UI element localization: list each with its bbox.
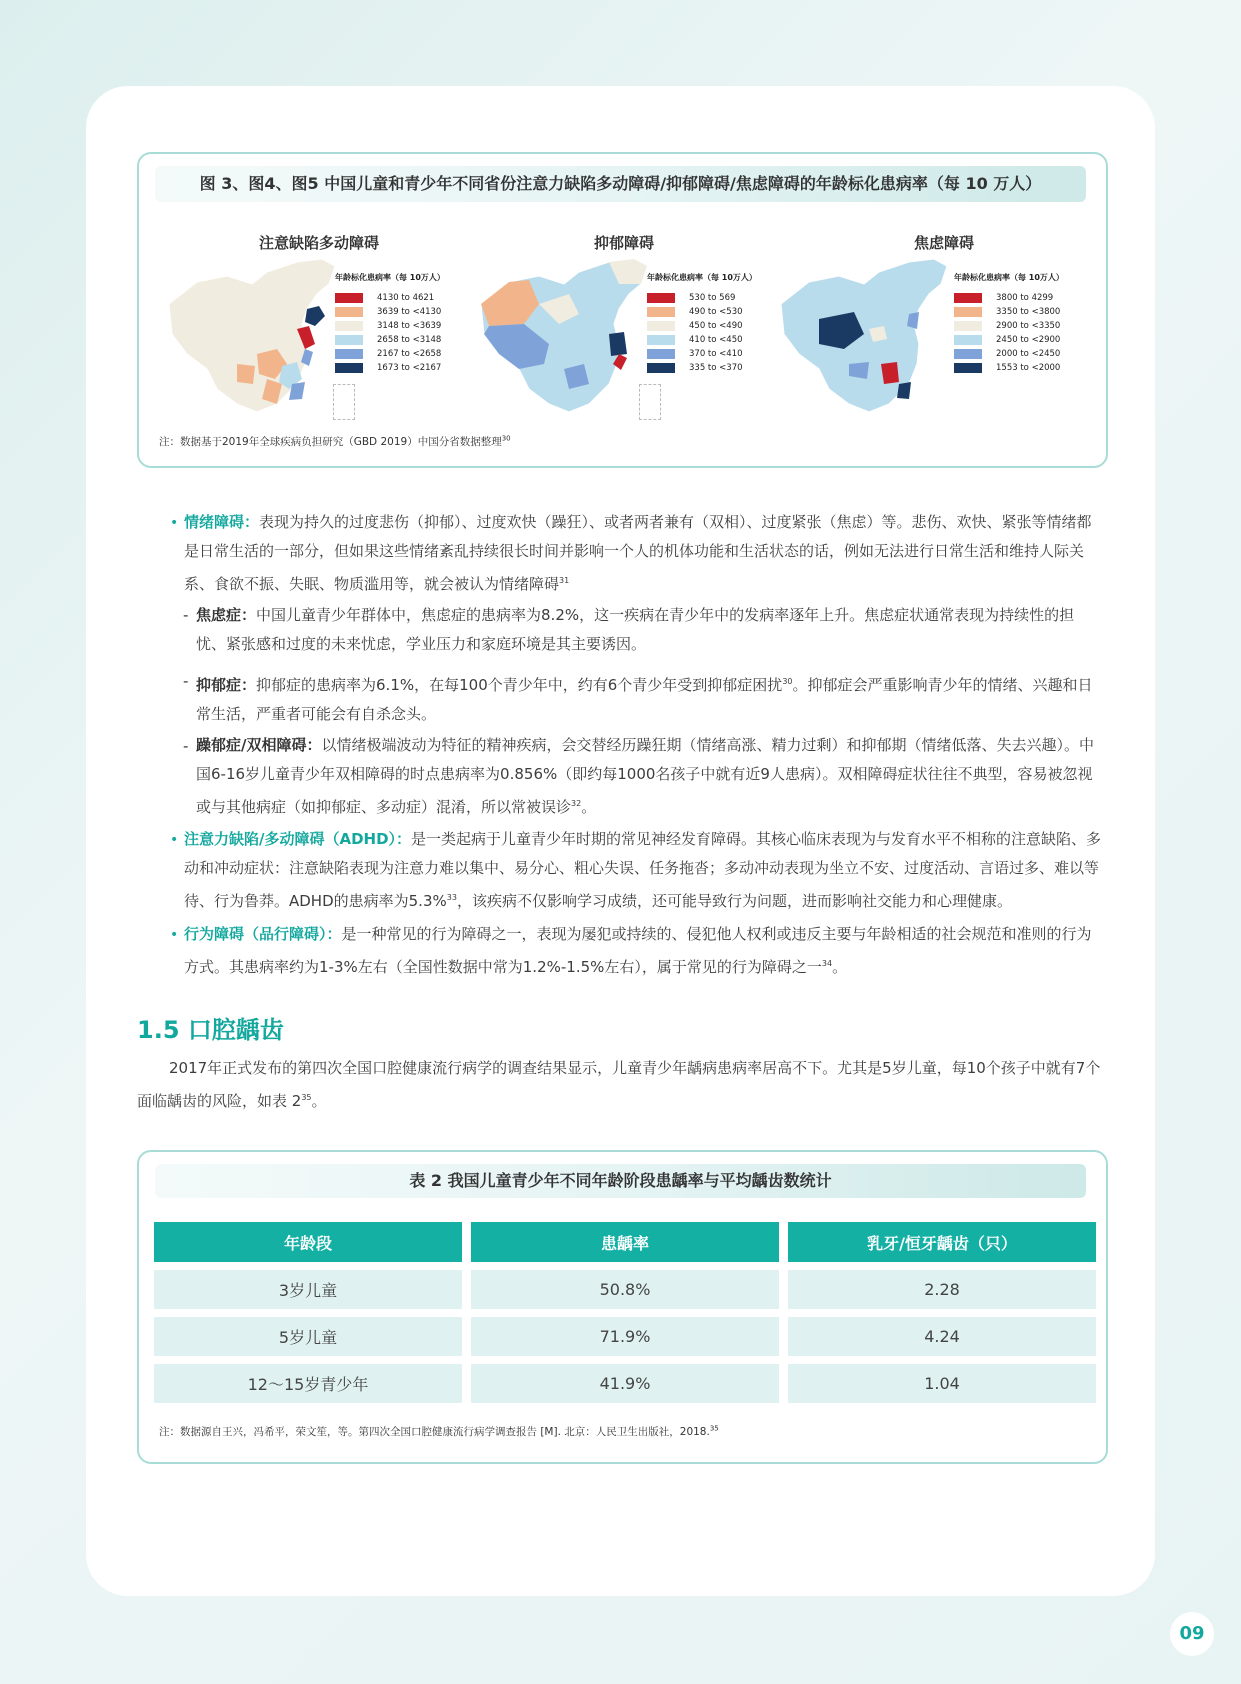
legend-row: 3800 to 4299 — [954, 291, 1064, 305]
legend-row: 3350 to <3800 — [954, 305, 1064, 319]
col-header-count: 乳牙/恒牙龋齿（只） — [788, 1222, 1096, 1262]
col-header-rate: 患龋率 — [471, 1222, 779, 1262]
cell-age: 12～15岁青少年 — [154, 1364, 462, 1403]
table-row — [154, 1317, 1096, 1356]
bullet-dot: • — [170, 832, 179, 848]
legend-row: 2900 to <3350 — [954, 319, 1064, 333]
table-row — [154, 1364, 1096, 1403]
map-china-adhd — [157, 254, 357, 424]
cell-rate: 41.9% — [471, 1364, 779, 1403]
legend-depression — [647, 272, 757, 375]
bullet-emotion: 情绪障碍：表现为持久的过度悲伤（抑郁）、过度欢快（躁狂）、或者两者兼有（双相）、过度紧张（焦虑）等。悲伤、欢快、紧张等情绪都是日常生活的一部分，但如果这些情绪紊乱持续很长时间并影响一个人的机体功能和生活状态的话，例如无法进行日常生活和维持人际关系、食欲不振、失眠、物质滥用等，就会被认为情绪障碍$^{31}$ — [184, 513, 1092, 593]
map-title-anxiety: 焦虑障碍 — [914, 234, 975, 252]
legend-title: 年龄标化患病率（每 10万人） — [335, 273, 445, 282]
section-paragraph: 2017年正式发布的第四次全国口腔健康流行病学的调查结果显示，儿童青少年龋病患病率居高不下。尤其是5岁儿童，每10个孩子中就有7个面临龋齿的风险，如表 $2^{35}$。 — [137, 1059, 1101, 1110]
sub-anxiety: 焦虑症：中国儿童青少年群体中，焦虑症的患病率为8.2%，这一疾病在青少年中的发病率逐年上升。焦虑症状通常表现为持续性的担忧、紧张感和过度的未来忧虑，学业压力和家庭环境是其主要诱因。 — [196, 606, 1075, 653]
section-heading: 1.5 口腔龋齿 — [137, 1016, 284, 1044]
bullet-dot: • — [170, 927, 179, 943]
legend-row: 2658 to <3148 — [335, 333, 445, 347]
legend-row: 335 to <370 — [647, 361, 757, 375]
legend-row: 2000 to <2450 — [954, 347, 1064, 361]
legend-row: 3639 to <4130 — [335, 305, 445, 319]
legend-row: 2167 to <2658 — [335, 347, 445, 361]
sub-bipolar: 躁郁症/双相障碍：以情绪极端波动为特征的精神疾病，会交替经历躁狂期（情绪高涨、精力过剩）和抑郁期（情绪低落、失去兴趣）。中国6-16岁儿童青少年双相障碍的时点患病率为0.856%（即约每1000名孩子中就有近9人患病）。双相障碍症状往往不典型，容易被忽视或与其他病症（如抑郁症、多动症）混淆，所以常被误诊$^{32}$。 — [196, 736, 1094, 816]
cell-age: 3岁儿童 — [154, 1270, 462, 1309]
figure-box — [137, 152, 1108, 468]
cell-age: 5岁儿童 — [154, 1317, 462, 1356]
legend-adhd — [335, 272, 445, 375]
legend-row: 450 to <490 — [647, 319, 757, 333]
dash-marker: - — [183, 737, 189, 755]
dash-marker: - — [183, 672, 189, 690]
legend-row: 4130 to 4621 — [335, 291, 445, 305]
legend-row: 1673 to <2167 — [335, 361, 445, 375]
legend-row: 530 to 569 — [647, 291, 757, 305]
table-title: 表 2 我国儿童青少年不同年龄阶段患龋率与平均龋齿数统计 — [155, 1164, 1086, 1198]
legend-anxiety — [954, 272, 1064, 375]
figure-note: 注：数据基于2019年全球疾病负担研究（GBD 2019）中国分省数据整理$^{30}$ — [159, 434, 511, 448]
legend-title: 年龄标化患病率（每 10万人） — [954, 273, 1064, 282]
dash-marker: - — [183, 606, 189, 624]
cell-rate: 50.8% — [471, 1270, 779, 1309]
bullet-conduct: 行为障碍（品行障碍）：是一种常见的行为障碍之一，表现为屡犯或持续的、侵犯他人权利或违反主要与年龄相适的社会规范和准则的行为方式。其患病率约为1-3%左右（全国性数据中常为1.2%-1.5%左右），属于常见的行为障碍之一$^{34}$。 — [184, 925, 1092, 976]
legend-row: 2450 to <2900 — [954, 333, 1064, 347]
map-title-depression: 抑郁障碍 — [594, 234, 655, 252]
bullet-dot: • — [170, 515, 179, 531]
table-note: 注：数据源自王兴，冯希平，荣文笙，等。第四次全国口腔健康流行病学调查报告 [M]. 北京：人民卫生出版社，2018.35 — [159, 1424, 719, 1438]
south-sea-inset — [639, 384, 661, 420]
legend-title: 年龄标化患病率（每 10万人） — [647, 273, 757, 282]
figure-title: 图 3、图4、图5 中国儿童和青少年不同省份注意力缺陷多动障碍/抑郁障碍/焦虑障碍的年龄标化患病率（每 10 万人） — [155, 166, 1086, 202]
sub-depression: 抑郁症：抑郁症的患病率为6.1%，在每100个青少年中，约有6个青少年受到抑郁症困扰$^{30}$。抑郁症会严重影响青少年的情绪、兴趣和日常生活，严重者可能会有自杀念头。 — [196, 676, 1093, 723]
legend-row: 370 to <410 — [647, 347, 757, 361]
table-box — [137, 1150, 1108, 1464]
legend-row: 1553 to <2000 — [954, 361, 1064, 375]
cell-count: 2.28 — [788, 1270, 1096, 1309]
cell-rate: 71.9% — [471, 1317, 779, 1356]
legend-row: 490 to <530 — [647, 305, 757, 319]
legend-row: 410 to <450 — [647, 333, 757, 347]
cell-count: 4.24 — [788, 1317, 1096, 1356]
col-header-age: 年龄段 — [154, 1222, 462, 1262]
south-sea-inset — [333, 384, 355, 420]
map-china-anxiety — [769, 254, 969, 424]
table-row — [154, 1270, 1096, 1309]
page-number: 09 — [1170, 1612, 1214, 1656]
caries-table — [145, 1214, 1105, 1411]
cell-count: 1.04 — [788, 1364, 1096, 1403]
legend-row: 3148 to <3639 — [335, 319, 445, 333]
bullet-adhd: 注意力缺陷/多动障碍（ADHD）：是一类起病于儿童青少年时期的常见神经发育障碍。其核心临床表现为与发育水平不相称的注意缺陷、多动和冲动症状：注意缺陷表现为注意力难以集中、易分心、粗心失误、任务拖沓；多动冲动表现为坐立不安、过度活动、言语过多、难以等待、行为鲁莽。ADHD的患病率为5.3%$^{33}$，该疾病不仅影响学习成绩，还可能导致行为问题，进而影响社交能力和心理健康。 — [184, 830, 1102, 910]
table-header-row — [154, 1222, 1096, 1262]
map-title-adhd: 注意缺陷多动障碍 — [259, 234, 380, 252]
